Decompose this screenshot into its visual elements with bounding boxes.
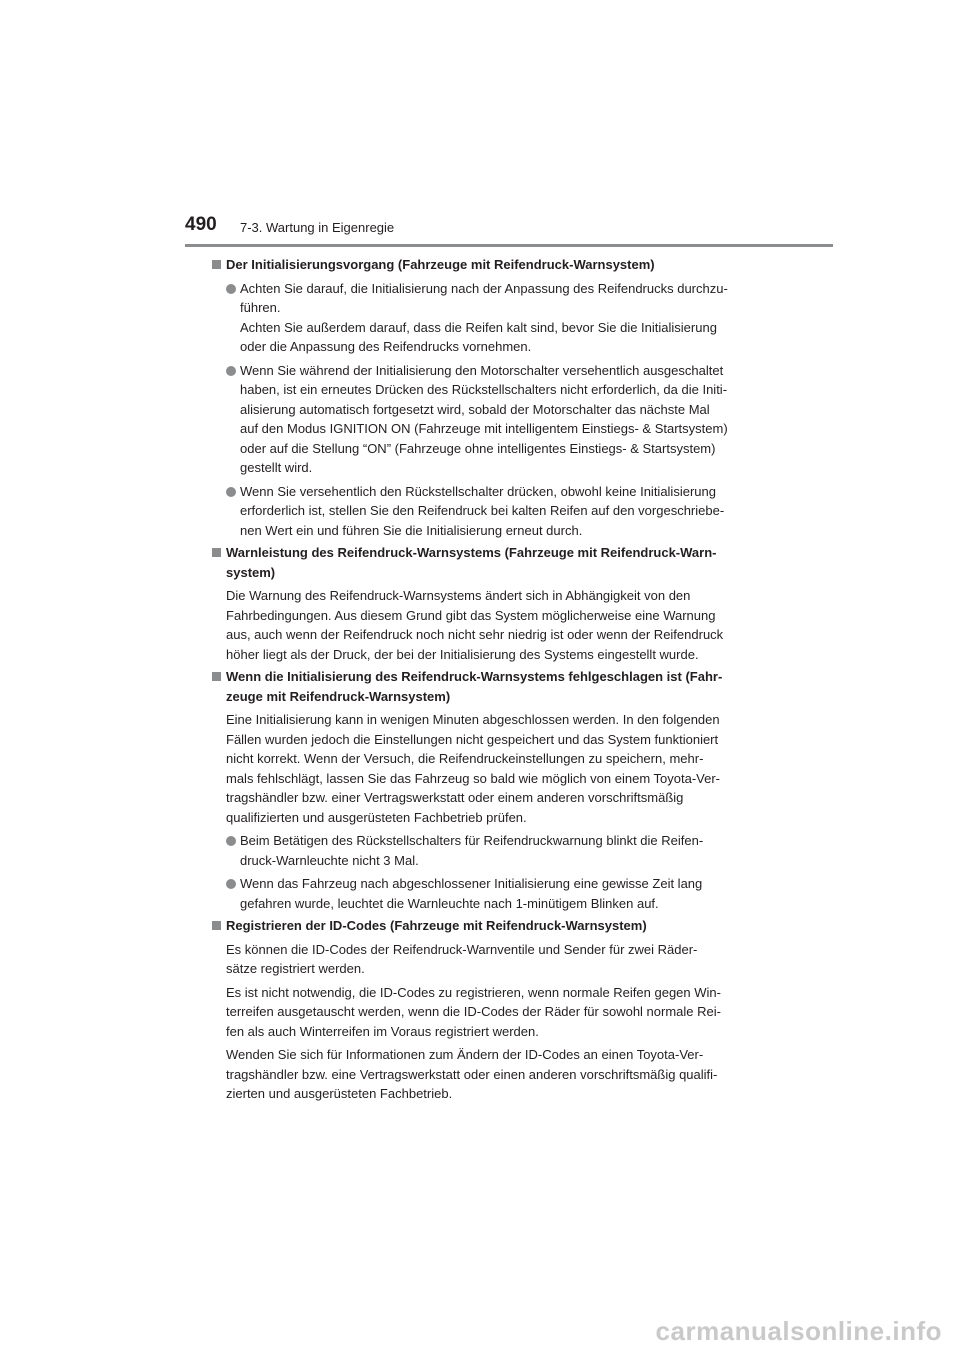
text-line: gefahren wurde, leuchtet die Warnleuchte nach 1-minütigem Blinken auf.	[240, 895, 659, 911]
text-line: tragshändler bzw. eine Vertragswerkstatt oder einen anderen vorschriftsmäßig qualifi-	[226, 1066, 718, 1082]
paragraph	[212, 710, 752, 827]
text-line: tragshändler bzw. einer Vertragswerkstatt oder einem anderen vorschriftsmäßig	[226, 790, 684, 805]
paragraph	[212, 983, 752, 1042]
square-bullet-icon	[212, 548, 221, 557]
bullet-item	[212, 361, 752, 478]
page-header	[185, 214, 835, 248]
section-heading	[212, 916, 752, 936]
heading-line: Wenn die Initialisierung des Reifendruck-Warnsystems fehlgeschlagen ist (Fahr-	[226, 669, 723, 684]
text-line: nen Wert ein und führen Sie die Initialisierung erneut durch.	[240, 522, 583, 538]
heading-line: Warnleistung des Reifendruck-Warnsystems (Fahrzeuge mit Reifendruck-Warn-	[226, 545, 717, 560]
heading-line: Registrieren der ID-Codes (Fahrzeuge mit Reifendruck-Warnsystem)	[226, 918, 647, 933]
bullet-item	[212, 831, 752, 870]
text-line: Wenn das Fahrzeug nach abgeschlossener Initialisierung eine gewisse Zeit lang	[240, 876, 703, 891]
paragraph	[212, 1045, 752, 1104]
text-line: sätze registriert werden.	[226, 961, 365, 976]
text-line: auf den Modus IGNITION ON (Fahrzeuge mit intelligentem Einstiegs- & Startsystem)	[240, 421, 728, 436]
paragraph	[212, 940, 752, 979]
text-line: nicht korrekt. Wenn der Versuch, die Reifendruckeinstellungen zu speichern, mehr-	[226, 751, 704, 766]
square-bullet-icon	[212, 672, 221, 681]
heading-line: Der Initialisierungsvorgang (Fahrzeuge mit Reifendruck-Warnsystem)	[226, 257, 655, 272]
text-line: Wenn Sie versehentlich den Rückstellschalter drücken, obwohl keine Initialisierung	[240, 483, 716, 499]
round-bullet-icon	[226, 284, 236, 294]
text-line: druck-Warnleuchte nicht 3 Mal.	[240, 852, 419, 868]
bullet-item	[212, 279, 752, 357]
text-line: Wenn Sie während der Initialisierung den Motorschalter versehentlich ausgeschaltet	[240, 362, 724, 378]
text-line: erforderlich ist, stellen Sie den Reifendruck bei kalten Reifen auf den vorgeschriebe-	[240, 503, 725, 518]
text-line: terreifen ausgetauscht werden, wenn die ID-Codes der Räder für sowohl normale Rei-	[226, 1004, 721, 1019]
bullet-item	[212, 482, 752, 541]
text-line: Wenden Sie sich für Informationen zum Ändern der ID-Codes an einen Toyota-Ver-	[226, 1047, 704, 1062]
text-line: Die Warnung des Reifendruck-Warnsystems ändert sich in Abhängigkeit von den	[226, 588, 691, 603]
text-line: haben, ist ein erneutes Drücken des Rückstellschalters nicht erforderlich, da die Initi-	[240, 382, 728, 397]
header-rule	[185, 244, 833, 247]
square-bullet-icon	[212, 260, 221, 269]
heading-line: system)	[226, 564, 276, 580]
text-line: Beim Betätigen des Rückstellschalters für Reifendruckwarnung blinkt die Reifen-	[240, 833, 704, 848]
text-line: oder die Anpassung des Reifendrucks vornehmen.	[240, 339, 532, 354]
text-line: alisierung automatisch fortgesetzt wird, sobald der Motorschalter das nächste Mal	[240, 401, 710, 417]
text-line: Achten Sie außerdem darauf, dass die Reifen kalt sind, bevor Sie die Initialisierung	[240, 319, 717, 335]
text-line: Es können die ID-Codes der Reifendruck-Warnventile und Sender für zwei Räder-	[226, 941, 698, 957]
page-number: 490	[185, 214, 217, 235]
square-bullet-icon	[212, 921, 221, 930]
text-line: zierten und ausgerüsteten Fachbetrieb.	[226, 1086, 453, 1101]
round-bullet-icon	[226, 366, 236, 376]
heading-line: zeuge mit Reifendruck-Warnsystem)	[226, 688, 451, 704]
watermark: carmanualsonline.info	[655, 1316, 942, 1346]
text-line: Fällen wurden jedoch die Einstellungen nicht gespeichert und das System funktioniert	[226, 731, 719, 747]
text-line: höher liegt als der Druck, der bei der Initialisierung des Systems eingestellt wurde.	[226, 646, 699, 662]
bullet-item	[212, 874, 752, 913]
text-line: Eine Initialisierung kann in wenigen Minuten abgeschlossen werden. In den folgenden	[226, 712, 720, 727]
paragraph	[212, 586, 752, 664]
text-line: qualifizierten und ausgerüsteten Fachbetrieb prüfen.	[226, 809, 527, 825]
section-heading	[212, 667, 752, 706]
document-body	[212, 252, 752, 1104]
text-line: Es ist nicht notwendig, die ID-Codes zu registrieren, wenn normale Reifen gegen Win-	[226, 984, 721, 1000]
text-line: fen als auch Winterreifen im Voraus registriert werden.	[226, 1023, 539, 1039]
round-bullet-icon	[226, 836, 236, 846]
text-line: Achten Sie darauf, die Initialisierung nach der Anpassung des Reifendrucks durchzu-	[240, 280, 728, 296]
section-title: 7-3. Wartung in Eigenregie	[240, 220, 395, 235]
text-line: mals fehlschlägt, lassen Sie das Fahrzeug so bald wie möglich von einem Toyota-Ver-	[226, 770, 721, 786]
section-heading	[212, 255, 752, 275]
round-bullet-icon	[226, 487, 236, 497]
round-bullet-icon	[226, 879, 236, 889]
section-heading	[212, 543, 752, 582]
text-line: aus, auch wenn der Reifendruck noch nicht sehr niedrig ist oder wenn der Reifendruck	[226, 627, 724, 642]
text-line: oder auf die Stellung “ON” (Fahrzeuge ohne intelligentes Einstiegs- & Startsystem)	[240, 440, 716, 456]
text-line: gestellt wird.	[240, 460, 313, 475]
text-line: Fahrbedingungen. Aus diesem Grund gibt das System möglicherweise eine Warnung	[226, 607, 716, 623]
text-line: führen.	[240, 300, 281, 315]
